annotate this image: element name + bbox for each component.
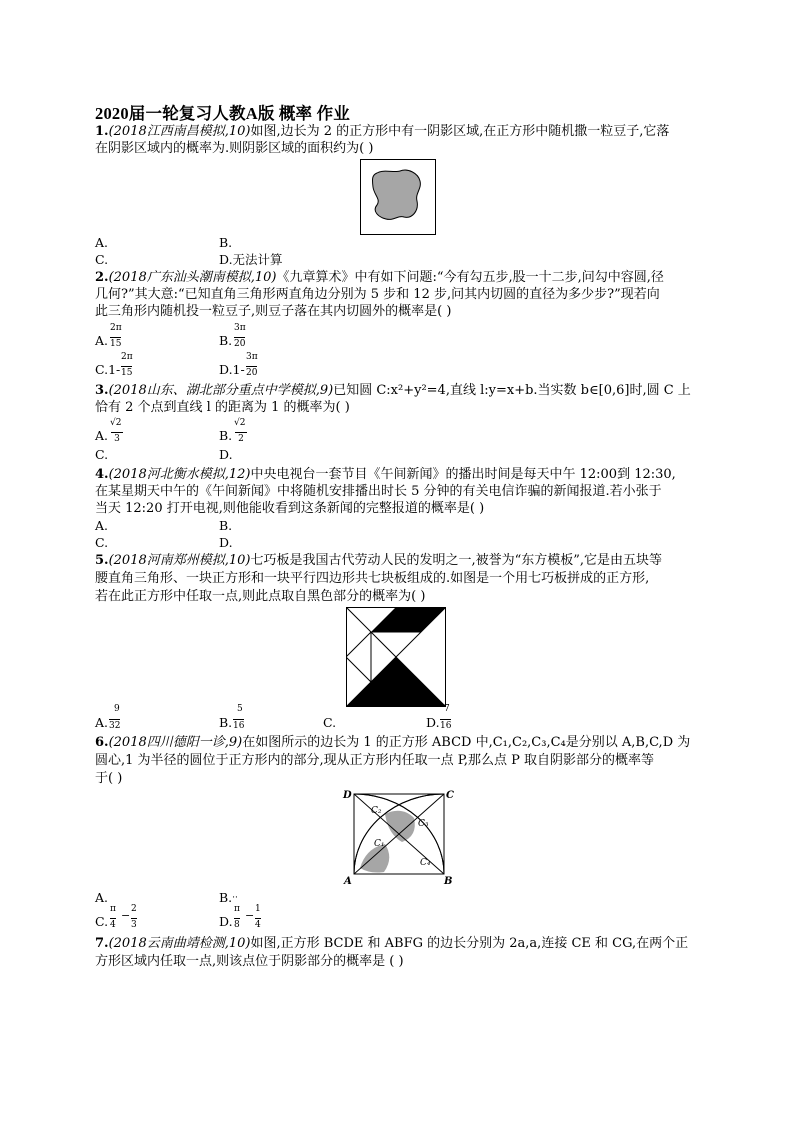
q6-c-minus: −: [121, 909, 131, 922]
q1-text1: 如图,边长为 2 的正方形中有一阴影区域,在正方形中随机撒一粒豆子,它落: [250, 124, 670, 139]
q4-line2: 在某星期天中午的《午间新闻》中将随机安排播出时长 5 分钟的有关电信诈骗的新闻报道.若小张于: [95, 484, 662, 499]
q1-figure: [360, 159, 436, 235]
q7-line1: [95, 936, 688, 952]
q2-option-c: C.1-: [95, 362, 121, 377]
q4-text1: 中央电视台一套节目《午间新闻》的播出时间是每天中午 12:00到 12:30,: [250, 467, 676, 482]
q7-source: (2018云南曲靖检测,10): [108, 936, 251, 951]
q1-text2b: .则阴影区域的面积约为( ): [225, 141, 374, 156]
q4-source: (2018河北衡水模拟,12): [108, 467, 251, 482]
q4-option-c: C.: [95, 535, 109, 550]
q1-shaded-region: [372, 170, 420, 219]
q5-a-numerator: 9: [114, 704, 120, 714]
q6-label-c4: C₄: [420, 858, 431, 868]
q5-text1: 七巧板是我国古代劳动人民的发明之一,被誉为“东方模板”,它是由五块等: [250, 553, 663, 568]
q7-text1: 如图,正方形 BCDE 和 ABFG 的边长分别为 2a,a,连接 CE 和 CG,在两个正: [250, 936, 689, 951]
q2-c-numerator: 2π: [121, 352, 133, 362]
q5-option-a: A.: [95, 715, 109, 730]
q5-option-b: B.: [219, 715, 233, 730]
q6-label-a: A: [344, 876, 352, 887]
q4-number: 4.: [95, 467, 109, 482]
q6-line2: 圆心,1 为半径的圆位于正方形内的部分,现从正方形内任取一点 P,那么点 P 取自阴影部分的概率等: [95, 753, 655, 768]
q5-option-d: D.: [426, 715, 440, 730]
q6-source: (2018四川德阳一诊,9): [108, 735, 243, 750]
q6-option-b-fragment: ··: [232, 893, 238, 903]
q1-text2: 在阴影区域内的概率为: [95, 141, 226, 156]
q1-number: 1.: [95, 124, 109, 139]
q4-option-b: B.: [219, 518, 233, 533]
q2-option-a: A.: [95, 333, 109, 348]
q2-option-d: D.1-: [219, 362, 245, 377]
q2-a-numerator: 2π: [110, 323, 122, 333]
q6-d-minus: −: [245, 909, 255, 922]
q6-label-d: D: [343, 790, 352, 801]
q1-line2: [95, 141, 373, 157]
q7-number: 7.: [95, 936, 109, 951]
q3-line2: 恰有 2 个点到直线 l 的距离为 1 的概率为( ): [95, 400, 350, 415]
q6-d-pi: π: [234, 904, 240, 914]
q3-a-denominator: 3: [111, 432, 123, 444]
q2-line3: 此三角形内随机投一粒豆子,则豆子落在其内切圆外的概率是( ): [95, 304, 452, 319]
q6-c-num: 2: [131, 904, 137, 914]
q5-d-numerator: 7: [444, 704, 450, 714]
q6-option-b-label: B.: [219, 890, 233, 905]
q3-option-d: D.: [219, 447, 233, 462]
q6-line3: 于( ): [95, 771, 123, 786]
q6-text1: 在如图所示的边长为 1 的正方形 ABCD 中,C₁,C₂,C₃,C₄是分别以 A,B,C,D 为: [242, 735, 691, 750]
q6-figure: [340, 784, 458, 890]
q5-b-denominator: 16: [233, 721, 245, 731]
q6-line1: [95, 735, 690, 751]
q5-line3: 若在此正方形中任取一点,则此点取自黑色部分的概率为( ): [95, 589, 426, 604]
q6-label-c3: C₃: [418, 819, 429, 829]
q3-source: (2018山东、湖北部分重点中学模拟,9): [108, 383, 334, 398]
q3-option-b: B.: [219, 428, 233, 443]
q2-text1: 《九章算术》中有如下问题:“今有勾五步,股一十二步,问勾中容圆,径: [276, 270, 664, 285]
q3-b-numerator: √2: [234, 418, 246, 428]
q5-d-denominator: 16: [440, 721, 452, 731]
q5-line1: [95, 553, 662, 569]
q2-option-b: B.: [219, 333, 233, 348]
q2-d-denominator: 20: [246, 368, 258, 378]
q2-a-denominator: 15: [110, 339, 122, 349]
q4-option-a: A.: [95, 518, 109, 533]
q6-number: 6.: [95, 735, 109, 750]
q2-d-numerator: 3π: [246, 352, 258, 362]
q6-label-c1: C₁: [374, 839, 385, 849]
q5-line2: 腰直角三角形、一块正方形和一块平行四边形共七块板组成的.如图是一个用七巧板拼成的正方形,: [95, 571, 650, 586]
q2-c-denominator: 15: [121, 368, 133, 378]
q3-option-c: C.: [95, 447, 109, 462]
q5-option-c: C.: [323, 715, 337, 730]
q1-option-b: B.: [219, 235, 233, 250]
q6-d-num: 1: [255, 904, 261, 914]
q1-option-a: A.: [95, 235, 109, 250]
q6-d-pi-den: 8: [234, 920, 240, 930]
q1-option-c: C.: [95, 252, 109, 267]
q6-option-a: A.: [95, 890, 109, 905]
q3-a-numerator: √2: [110, 418, 122, 428]
q1-line1: [95, 124, 669, 140]
q7-line2: 方形区域内任取一点,则该点位于阴影部分的概率是 ( ): [95, 954, 404, 969]
q2-source: (2018广东汕头潮南模拟,10): [108, 270, 277, 285]
page-title: 2020届一轮复习人教A版 概率 作业: [95, 104, 350, 123]
q2-b-numerator: 3π: [234, 323, 246, 333]
q3-number: 3.: [95, 383, 109, 398]
q2-number: 2.: [95, 270, 109, 285]
q6-option-c: C.: [95, 914, 109, 929]
q2-line1: [95, 270, 664, 286]
q6-label-c2: C₂: [371, 806, 382, 816]
q6-shaded-upper: [385, 811, 415, 842]
q4-line3: 当天 12:20 打开电视,则他能收看到这条新闻的完整报道的概率是( ): [95, 501, 485, 516]
q5-a-denominator: 32: [109, 721, 121, 731]
q6-c-den: 3: [131, 920, 137, 930]
q2-line2: 几何?”其大意:“已知直角三角形两直角边分别为 5 步和 12 步,问其内切圆的直径为多少步?”现若向: [95, 287, 660, 302]
q5-source: (2018河南郑州模拟,10): [108, 553, 251, 568]
q4-line1: [95, 467, 676, 483]
q6-c-pi-den: 4: [110, 920, 116, 930]
q6-label-c: C: [446, 790, 454, 801]
q2-b-denominator: 20: [234, 339, 246, 349]
q5-b-numerator: 5: [237, 704, 243, 714]
q6-option-b: [219, 891, 238, 905]
q4-option-d: D.: [219, 535, 233, 550]
q6-label-b: B: [444, 876, 453, 887]
q5-tangram-figure: [346, 607, 446, 707]
q1-source: (2018江西南昌模拟,10): [108, 124, 251, 139]
q6-option-d: D.: [219, 914, 233, 929]
q6-c-pi: π: [110, 904, 116, 914]
q3-option-a: A.: [95, 428, 109, 443]
q6-d-den: 4: [255, 920, 261, 930]
q3-b-denominator: 2: [235, 432, 247, 444]
q5-number: 5.: [95, 553, 109, 568]
q3-text1: 已知圆 C:x²+y²=4,直线 l:y=x+b.当实数 b∈[0,6]时,圆 C 上: [333, 383, 691, 398]
q3-line1: [95, 383, 691, 399]
q1-option-d: D.无法计算: [219, 252, 283, 267]
